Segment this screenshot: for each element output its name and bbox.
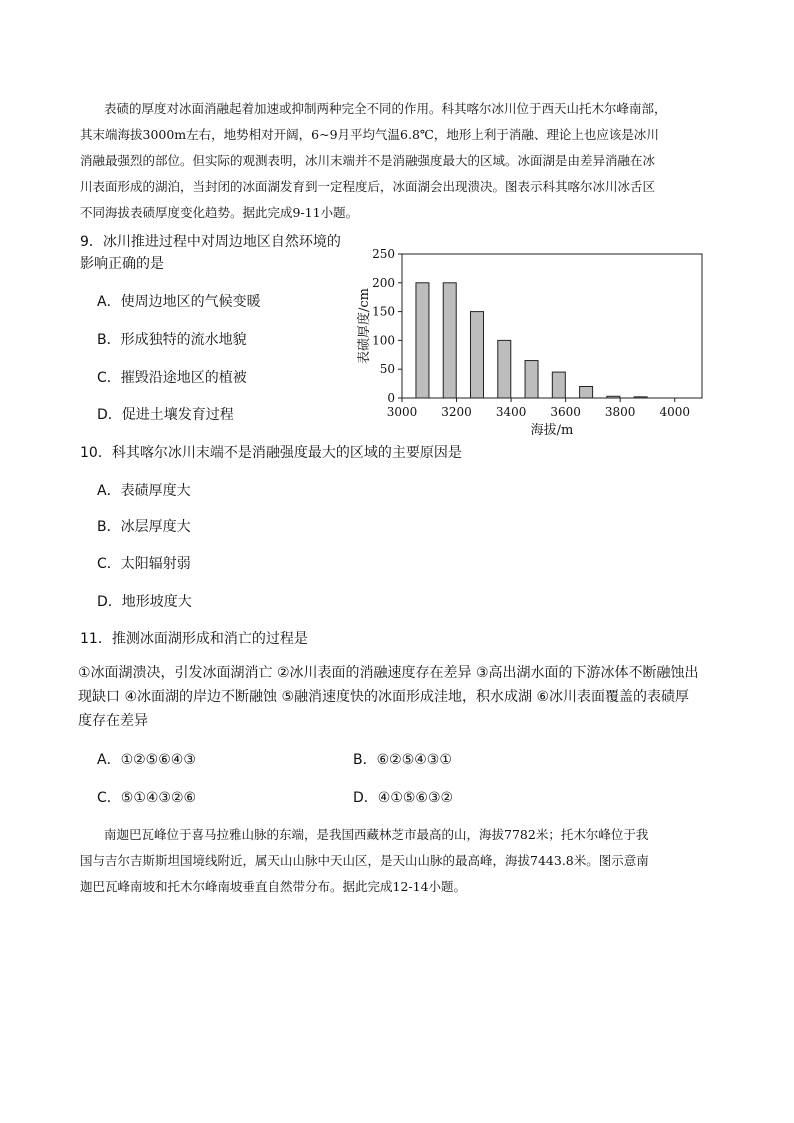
- q10-option-a[interactable]: A．表碛厚度大: [97, 483, 191, 499]
- q9-option-a[interactable]: A．使周边地区的气候变暖: [97, 294, 261, 310]
- q11-steps: [78, 661, 728, 733]
- y-tick-label: 0: [387, 391, 395, 405]
- q9-option-d[interactable]: D．促进土壤发育过程: [97, 407, 234, 423]
- y-axis-label: 表碛厚度/cm: [357, 288, 372, 364]
- x-tick-label: 3600: [550, 405, 581, 419]
- intro2-line: 南迦巴瓦峰位于喜马拉雅山脉的东端，是我国西藏林芝市最高的山，海拔7782米；托木尔峰位于我: [104, 827, 649, 842]
- intro-paragraph-1: [80, 96, 730, 226]
- x-tick-label: 4000: [659, 405, 691, 419]
- intro1-line: 不同海拔表碛厚度变化趋势。据此完成9-11小题。: [80, 205, 359, 220]
- y-tick-label: 200: [372, 275, 395, 290]
- x-tick-label: 3800: [604, 405, 636, 419]
- intro2-line: 迦巴瓦峰南坡和托木尔峰南坡垂直自然带分布。据此完成12-14小题。: [80, 879, 467, 894]
- y-tick-label: 250: [372, 247, 395, 261]
- intro1-line: 川表面形成的湖泊，当封闭的冰面湖发育到一定程度后，冰面湖会出现溃决。图表示科其喀尔冰川冰舌区: [80, 179, 656, 194]
- q11-steps-line: 现缺口 ④冰面湖的岸边不断融蚀 ⑤融消速度快的冰面形成洼地，积水成湖 ⑥冰川表面覆盖的表碛厚: [78, 689, 690, 705]
- intro1-line: 消融最强烈的部位。但实际的观测表明，冰川末端并不是消融强度最大的区域。冰面湖是由差异消融在冰: [80, 153, 656, 168]
- intro1-line: 其末端海拔3000m左右，地势相对开阔，6~9月平均气温6.8℃，地形上利于消融、理论上也应该是冰川: [80, 127, 659, 142]
- x-tick-label: 3400: [495, 405, 527, 419]
- chart-bar: [443, 283, 456, 398]
- x-tick-label: 3000: [386, 405, 418, 419]
- question-9-stem: [80, 231, 341, 275]
- x-tick-label: 3200: [441, 405, 472, 419]
- x-axis-label: 海拔/m: [530, 423, 574, 438]
- y-tick-label: 150: [372, 304, 395, 319]
- chart-bar: [471, 312, 484, 398]
- q9-option-b[interactable]: B．形成独特的流水地貌: [97, 332, 247, 348]
- q9-stem-line-2: 影响正确的是: [80, 256, 164, 272]
- q11-steps-line: ①冰面湖溃决，引发冰面湖消亡 ②冰川表面的消融速度存在差异 ③高出湖水面的下游冰体不断融蚀出: [78, 665, 699, 681]
- q9-option-c[interactable]: C．摧毁沿途地区的植被: [97, 370, 247, 386]
- q11-option-d[interactable]: D．④①⑤⑥③②: [353, 790, 454, 806]
- chart-bar: [634, 397, 647, 398]
- intro-paragraph-2: [80, 822, 730, 900]
- y-tick-label: 50: [379, 362, 395, 377]
- chart-bar: [525, 361, 538, 398]
- q10-option-d[interactable]: D．地形坡度大: [97, 594, 192, 610]
- q11-option-c[interactable]: C．⑤①④③②⑥: [97, 790, 197, 806]
- chart-bar: [416, 283, 429, 398]
- chart-bar: [607, 396, 620, 398]
- question-11-stem: 11．推测冰面湖形成和消亡的过程是: [80, 631, 308, 647]
- question-10-stem: 10．科其喀尔冰川末端不是消融强度最大的区域的主要原因是: [80, 445, 462, 461]
- debris-thickness-chart: [350, 244, 720, 439]
- q9-stem-line-1: 9．冰川推进过程中对周边地区自然环境的: [80, 234, 341, 250]
- intro1-line: 表碛的厚度对冰面消融起着加速或抑制两种完全不同的作用。科其喀尔冰川位于西天山托木尔峰南部，: [104, 101, 667, 116]
- y-tick-label: 100: [372, 333, 395, 348]
- chart-bar: [498, 340, 511, 398]
- chart-bar: [552, 372, 565, 398]
- q11-option-a[interactable]: A．①②⑤⑥④③: [97, 752, 196, 768]
- q11-option-b[interactable]: B．⑥②⑤④③①: [353, 752, 452, 768]
- q10-option-b[interactable]: B．冰层厚度大: [97, 519, 191, 535]
- chart-bar: [580, 386, 593, 398]
- q11-steps-line: 度存在差异: [78, 713, 148, 729]
- q10-option-c[interactable]: C．太阳辐射弱: [97, 556, 191, 572]
- intro2-line: 国与吉尔吉斯斯坦国境线附近，属天山山脉中天山区，是天山山脉的最高峰，海拔7443.8米。图示意南: [80, 853, 649, 868]
